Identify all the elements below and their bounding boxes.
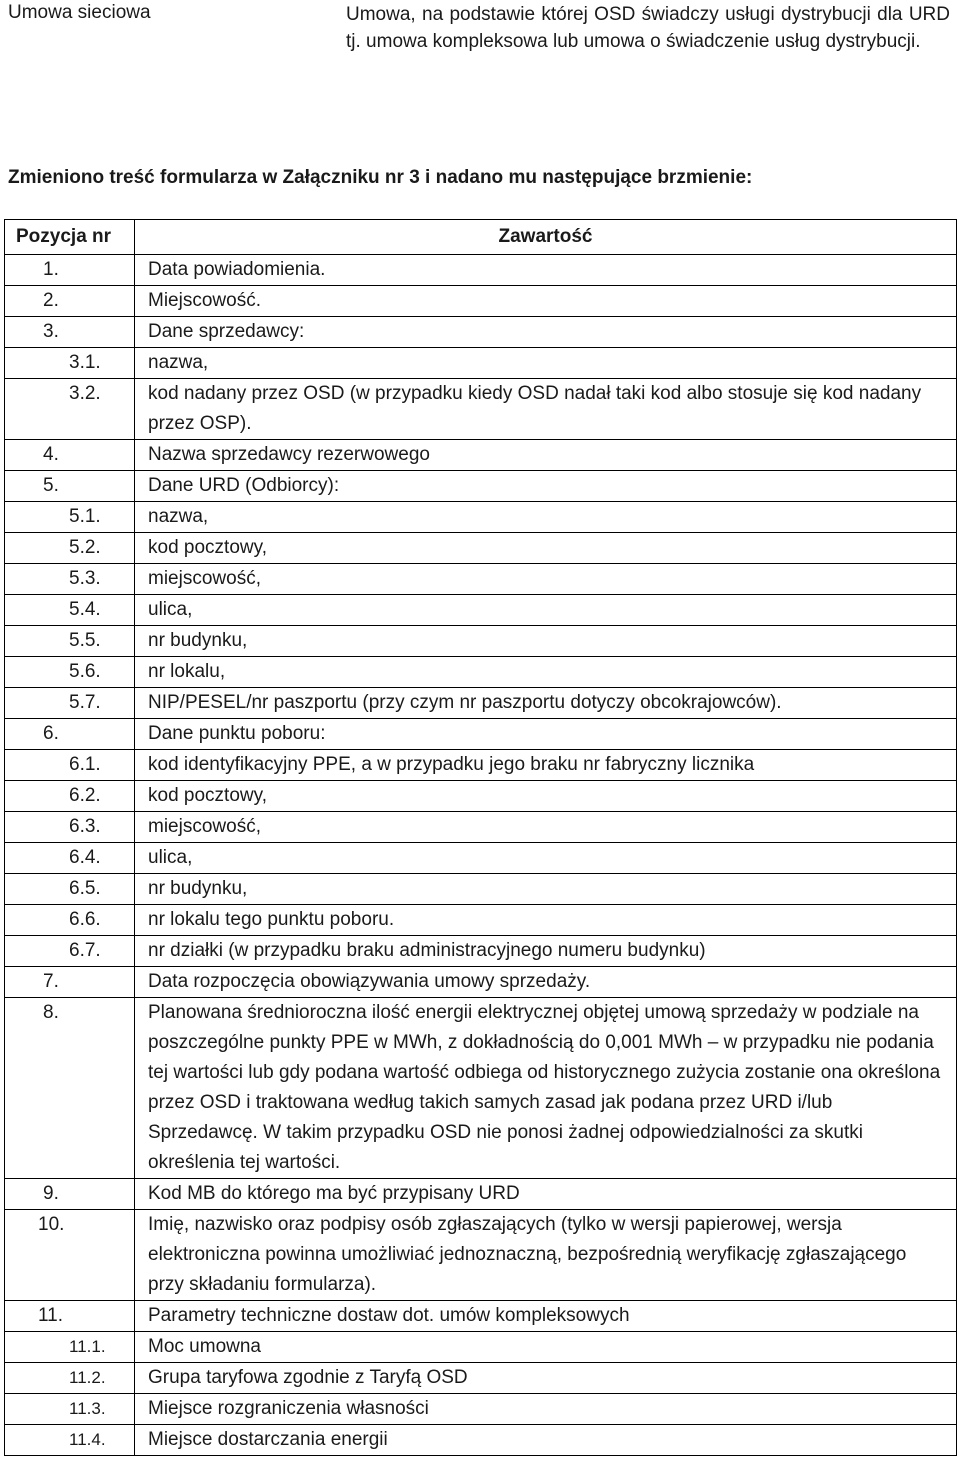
- table-row: [5, 874, 957, 905]
- row-number: 9.: [5, 1179, 135, 1210]
- row-number: 11.1.: [5, 1332, 135, 1363]
- table-row: [5, 317, 957, 348]
- row-content: Dane URD (Odbiorcy):: [135, 471, 957, 502]
- row-content: Parametry techniczne dostaw dot. umów kompleksowych: [135, 1301, 957, 1332]
- row-content: nazwa,: [135, 502, 957, 533]
- row-content: kod identyfikacyjny PPE, a w przypadku jego braku nr fabryczny licznika: [135, 750, 957, 781]
- row-content: Dane sprzedawcy:: [135, 317, 957, 348]
- row-number: 6.1.: [5, 750, 135, 781]
- row-number: 3.: [5, 317, 135, 348]
- row-content: nr działki (w przypadku braku administracyjnego numeru budynku): [135, 936, 957, 967]
- table-row: [5, 502, 957, 533]
- row-content: ulica,: [135, 843, 957, 874]
- row-content: Miejsce rozgraniczenia własności: [135, 1394, 957, 1425]
- row-content: ulica,: [135, 595, 957, 626]
- row-number: 5.1.: [5, 502, 135, 533]
- row-number: 6.3.: [5, 812, 135, 843]
- row-content: Kod MB do którego ma być przypisany URD: [135, 1179, 957, 1210]
- row-number: 1.: [5, 255, 135, 286]
- table-row: [5, 1301, 957, 1332]
- table-row: [5, 719, 957, 750]
- row-content: nazwa,: [135, 348, 957, 379]
- row-content: Data rozpoczęcia obowiązywania umowy sprzedaży.: [135, 967, 957, 998]
- table-row: [5, 905, 957, 936]
- row-number: 6.7.: [5, 936, 135, 967]
- table-header-row: [5, 220, 957, 255]
- table-row: [5, 657, 957, 688]
- row-number: 3.2.: [5, 379, 135, 440]
- row-content: Moc umowna: [135, 1332, 957, 1363]
- form-table: [4, 219, 957, 1456]
- table-row: [5, 255, 957, 286]
- row-content: miejscowość,: [135, 564, 957, 595]
- row-content: nr budynku,: [135, 626, 957, 657]
- row-content: kod pocztowy,: [135, 781, 957, 812]
- row-content: Planowana średnioroczna ilość energii elektrycznej objętej umową sprzedaży w podziale na poszczególne punkty PPE w MWh, z dokładnością do 0,001 MWh – w przypadku nie podania tej wartości lub gdy podana wartość odbiega od historycznego zużycia zostanie ona określona przez OSD i traktowana według takich samych zasad jak podana przez URD i/lub Sprzedawcę. W takim przypadku OSD nie ponosi żadnej odpowiedzialności za skutki określenia tej wartości.: [135, 998, 957, 1179]
- table-row: [5, 1394, 957, 1425]
- definition-description: Umowa, na podstawie której OSD świadczy usługi dystrybucji dla URD tj. umowa kompleksowa lub umowa o świadczenie usług dystrybucji.: [346, 4, 950, 52]
- table-row: [5, 967, 957, 998]
- row-number: 6.2.: [5, 781, 135, 812]
- row-number: 11.4.: [5, 1425, 135, 1456]
- table-row: [5, 595, 957, 626]
- row-content: kod nadany przez OSD (w przypadku kiedy OSD nadał taki kod albo stosuje się kod nadany przez OSP).: [135, 379, 957, 440]
- change-notice: Zmieniono treść formularza w Załączniku nr 3 i nadano mu następujące brzmienie:: [8, 167, 753, 188]
- row-number: 5.2.: [5, 533, 135, 564]
- row-content: Dane punktu poboru:: [135, 719, 957, 750]
- row-number: 11.: [5, 1301, 135, 1332]
- table-row: [5, 812, 957, 843]
- row-number: 10.: [5, 1210, 135, 1301]
- row-content: Imię, nazwisko oraz podpisy osób zgłaszających (tylko w wersji papierowej, wersja elektroniczna powinna umożliwiać jednoznaczną, bezpośrednią weryfikację zgłaszającego przy składaniu formularza).: [135, 1210, 957, 1301]
- table-row: [5, 936, 957, 967]
- row-number: 3.1.: [5, 348, 135, 379]
- column-header-content: Zawartość: [135, 220, 957, 255]
- row-content: nr lokalu tego punktu poboru.: [135, 905, 957, 936]
- row-number: 4.: [5, 440, 135, 471]
- column-header-position: Pozycja nr: [5, 220, 135, 255]
- row-content: Grupa taryfowa zgodnie z Taryfą OSD: [135, 1363, 957, 1394]
- row-number: 5.6.: [5, 657, 135, 688]
- row-number: 7.: [5, 967, 135, 998]
- table-row: [5, 440, 957, 471]
- table-row: [5, 286, 957, 317]
- table-row: [5, 688, 957, 719]
- table-row: [5, 348, 957, 379]
- row-content: Miejscowość.: [135, 286, 957, 317]
- row-content: nr lokalu,: [135, 657, 957, 688]
- row-content: kod pocztowy,: [135, 533, 957, 564]
- table-row: [5, 533, 957, 564]
- table-row: [5, 1210, 957, 1301]
- table-row: [5, 1363, 957, 1394]
- table-row: [5, 1425, 957, 1456]
- table-body: [5, 255, 957, 1456]
- table-row: [5, 626, 957, 657]
- row-number: 5.: [5, 471, 135, 502]
- table-row: [5, 1179, 957, 1210]
- definition-term: Umowa sieciowa: [8, 2, 151, 23]
- table-row: [5, 843, 957, 874]
- row-content: NIP/PESEL/nr paszportu (przy czym nr paszportu dotyczy obcokrajowców).: [135, 688, 957, 719]
- row-content: Nazwa sprzedawcy rezerwowego: [135, 440, 957, 471]
- row-content: miejscowość,: [135, 812, 957, 843]
- row-content: nr budynku,: [135, 874, 957, 905]
- table-row: [5, 1332, 957, 1363]
- row-number: 2.: [5, 286, 135, 317]
- row-number: 5.7.: [5, 688, 135, 719]
- row-number: 6.4.: [5, 843, 135, 874]
- table-row: [5, 750, 957, 781]
- row-content: Data powiadomienia.: [135, 255, 957, 286]
- table-row: [5, 781, 957, 812]
- row-number: 5.3.: [5, 564, 135, 595]
- row-number: 6.5.: [5, 874, 135, 905]
- row-content: Miejsce dostarczania energii: [135, 1425, 957, 1456]
- table-row: [5, 471, 957, 502]
- table-row: [5, 998, 957, 1179]
- table-row: [5, 564, 957, 595]
- row-number: 8.: [5, 998, 135, 1179]
- table-row: [5, 379, 957, 440]
- row-number: 5.5.: [5, 626, 135, 657]
- row-number: 5.4.: [5, 595, 135, 626]
- row-number: 11.3.: [5, 1394, 135, 1425]
- row-number: 11.2.: [5, 1363, 135, 1394]
- definition-row: [0, 0, 960, 82]
- row-number: 6.: [5, 719, 135, 750]
- row-number: 6.6.: [5, 905, 135, 936]
